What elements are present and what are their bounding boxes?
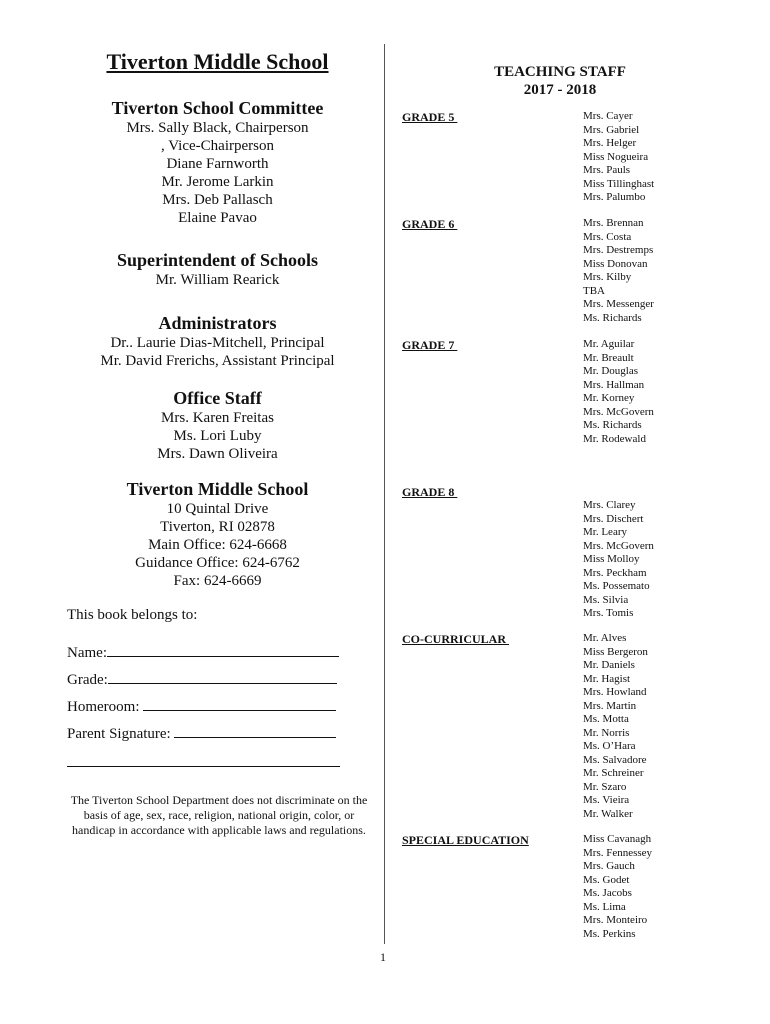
- staff-name: Mr. Breault: [583, 351, 634, 364]
- grade-8-staff: [583, 499, 654, 621]
- superintendent-name: Mr. William Rearick: [155, 272, 280, 288]
- staff-name: Ms. Salvadore: [583, 753, 647, 766]
- committee-member: Elaine Pavao: [178, 210, 257, 226]
- staff-name: Mrs. Helger: [583, 137, 637, 149]
- co-curricular-staff: [583, 632, 648, 821]
- staff-name: Mr. Hagist: [583, 672, 631, 685]
- committee-member: Mrs. Deb Pallasch: [162, 192, 273, 208]
- school-title-block: [55, 48, 380, 76]
- grade-8-label: GRADE 8: [402, 485, 458, 499]
- staff-name: Mr. Rodewald: [583, 432, 646, 445]
- staff-name: Mr. Douglas: [583, 365, 638, 377]
- staff-name: Mrs. Costa: [583, 230, 632, 243]
- special-education-staff: [583, 833, 652, 941]
- staff-name: Mr. Aguilar: [583, 338, 635, 350]
- staff-name: Mr. Alves: [583, 632, 627, 644]
- address-line: Guidance Office: 624-6762: [135, 555, 300, 571]
- staff-name: Mr. Leary: [583, 526, 627, 538]
- committee-member: , Vice-Chairperson: [161, 138, 274, 154]
- page-number: 1: [380, 950, 386, 964]
- staff-name: Ms. Perkins: [583, 927, 636, 940]
- staff-name: Mrs. Brennan: [583, 217, 644, 229]
- superintendent-title: Superintendent of Schools: [116, 250, 319, 270]
- staff-name: Ms. O’Hara: [583, 740, 636, 752]
- committee-member: Diane Farnworth: [166, 156, 269, 172]
- staff-name: Mrs. Kilby: [583, 271, 632, 283]
- staff-name: Ms. Godet: [583, 873, 630, 886]
- staff-name: Mrs. Pauls: [583, 164, 631, 176]
- co-curricular-label: CO-CURRICULAR: [402, 632, 509, 646]
- administrators-title: Administrators: [158, 313, 277, 333]
- committee-section: [55, 97, 380, 227]
- staff-name: Miss Nogueira: [583, 150, 649, 163]
- homeroom-field-row: [67, 696, 336, 716]
- staff-name: Ms. Vieira: [583, 794, 630, 806]
- staff-name: Miss Molloy: [583, 553, 640, 565]
- address-line: Main Office: 624-6668: [148, 537, 287, 553]
- staff-name: TBA: [583, 284, 605, 297]
- signature-extra-line-row: [67, 752, 340, 772]
- administrator-name: Dr.. Laurie Dias-Mitchell, Principal: [110, 335, 325, 351]
- staff-name: Mr. Norris: [583, 726, 630, 739]
- parent-signature-field-row: [67, 723, 336, 743]
- parent-signature-label: Parent Signature:: [67, 726, 171, 742]
- staff-name: Mrs. Messenger: [583, 298, 654, 310]
- staff-name: Mrs. McGovern: [583, 539, 654, 552]
- staff-name: Mrs. Destremps: [583, 244, 654, 256]
- grade-7-staff: [583, 338, 654, 446]
- staff-name: Mr. Szaro: [583, 780, 627, 793]
- superintendent-section: [55, 249, 380, 289]
- staff-name: Mrs. Howland: [583, 686, 647, 698]
- staff-name: Mrs. Peckham: [583, 566, 647, 579]
- homeroom-label: Homeroom:: [67, 699, 140, 715]
- staff-name: Mr. Walker: [583, 807, 633, 820]
- name-field-row: [67, 642, 339, 662]
- grade-5-label: GRADE 5: [402, 110, 458, 124]
- homeroom-field[interactable]: [143, 696, 336, 711]
- staff-name: Mrs. Gabriel: [583, 123, 640, 136]
- grade-6-staff: [583, 217, 654, 325]
- address-line: 10 Quintal Drive: [166, 501, 269, 517]
- staff-name: Ms. Silvia: [583, 593, 629, 606]
- office-staff-section: [55, 387, 380, 463]
- grade-label: Grade:: [67, 672, 108, 688]
- staff-name: Ms. Motta: [583, 713, 629, 725]
- signature-extra-line[interactable]: [67, 752, 340, 767]
- committee-member: Mrs. Sally Black, Chairperson: [126, 120, 309, 136]
- staff-name: Miss Bergeron: [583, 645, 648, 658]
- administrator-name: Mr. David Frerichs, Assistant Principal: [100, 353, 335, 369]
- office-staff-name: Mrs. Karen Freitas: [161, 410, 274, 426]
- staff-name: Mrs. Dischert: [583, 512, 644, 525]
- staff-name: Mrs. Gauch: [583, 860, 635, 872]
- staff-name: Ms. Richards: [583, 311, 642, 324]
- staff-name: Mrs. Cayer: [583, 110, 633, 122]
- staff-name: Mrs. Hallman: [583, 378, 645, 391]
- school-year: 2017 - 2018: [523, 82, 597, 98]
- address-title: Tiverton Middle School: [126, 479, 309, 499]
- staff-name: Mrs. Martin: [583, 699, 637, 712]
- staff-name: Mr. Daniels: [583, 659, 635, 671]
- grade-6-label: GRADE 6: [402, 217, 458, 231]
- committee-member: Mr. Jerome Larkin: [161, 174, 274, 190]
- nondiscrimination-disclaimer: The Tiverton School Department does not discriminate on the basis of age, sex, race, religion, national origin, color, or handicap in accordance with applicable laws and regulations.: [70, 793, 368, 837]
- address-section: [55, 478, 380, 590]
- staff-name: Mrs. McGovern: [583, 405, 654, 418]
- staff-name: Mrs. Monteiro: [583, 914, 648, 926]
- staff-name: Ms. Jacobs: [583, 887, 632, 899]
- staff-name: Miss Donovan: [583, 257, 648, 270]
- grade-field-row: [67, 669, 337, 689]
- staff-name: Miss Tillinghast: [583, 177, 655, 190]
- committee-title: Tiverton School Committee: [111, 98, 324, 118]
- staff-name: Mr. Schreiner: [583, 767, 644, 779]
- office-staff-title: Office Staff: [173, 388, 262, 408]
- staff-name: Ms. Richards: [583, 419, 642, 431]
- teaching-staff-heading: TEACHING STAFF: [494, 64, 626, 80]
- parent-signature-field[interactable]: [174, 723, 336, 738]
- name-label: Name:: [67, 645, 107, 661]
- grade-7-label: GRADE 7: [402, 338, 458, 352]
- staff-name: Mrs. Tomis: [583, 607, 634, 619]
- name-field[interactable]: [107, 642, 339, 657]
- grade-field[interactable]: [108, 669, 337, 684]
- office-staff-name: Ms. Lori Luby: [173, 428, 262, 444]
- address-line: Fax: 624-6669: [173, 573, 262, 589]
- column-divider: [384, 44, 385, 944]
- staff-name: Ms. Possemato: [583, 580, 650, 592]
- belongs-label: This book belongs to:: [67, 607, 198, 623]
- staff-name: Miss Cavanagh: [583, 833, 652, 845]
- staff-name: Mr. Korney: [583, 392, 635, 404]
- special-education-label: SPECIAL EDUCATION: [402, 833, 529, 847]
- staff-name: Ms. Lima: [583, 900, 626, 913]
- school-title: Tiverton Middle School: [106, 49, 329, 74]
- staff-name: Mrs. Fennessey: [583, 846, 653, 859]
- staff-name: Mrs. Clarey: [583, 499, 636, 511]
- staff-name: Mrs. Palumbo: [583, 191, 646, 203]
- administrators-section: [55, 312, 380, 370]
- office-staff-name: Mrs. Dawn Oliveira: [157, 446, 278, 462]
- address-line: Tiverton, RI 02878: [160, 519, 275, 535]
- grade-5-staff: [583, 110, 654, 205]
